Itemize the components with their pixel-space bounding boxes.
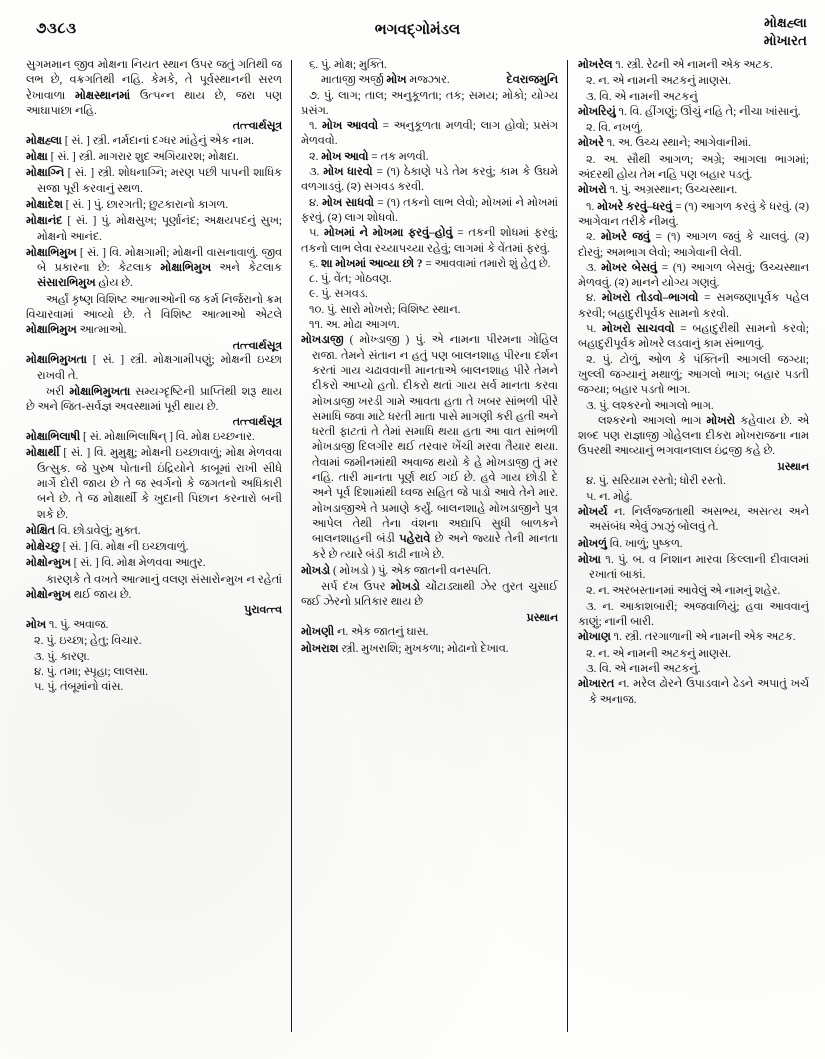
sense-line: ૧૦. પું. સારો મોખરો; વિશિષ્ટ સ્થાન.	[309, 303, 461, 316]
text-column-right	[568, 58, 809, 1047]
dictionary-entry: મોખડાજી ( મોખ્ડાજી ) પું. એ નામના પીરમના ગોહિલ રાજા. તેમને સંતાન ન હતું પણ બાલનશાહ પીરના દર્શન કરતાં ગાય ચઢાવવાની માનતાએ બાલનશાહ પીરે તેમને દીકરો આપ્યો હતો. દીકરો થતાં ગાય સર્વ માનતા કરવા મોખડાજી ખરડી ગામે આવતા હતા તે ખબર સાંભળી પીરે સમાધિ જવા માટે ધરતી માતા પાસે માગણી કરી હતી અને ધરતી ફાટતાં તે તેમાં સમાધિ થયા હતા આ વાત સાંભળી મોખડાજી દિલગીર થઈ તરવાર ખેંચી મરવા તૈયાર થયા. તેવામાં જમીનમાંથી અવાજ થયો કે હે મોખડાજી તું મર નહિ. તારી માનતા પૂર્ણ થઈ ગઈ છે. હવે ગાય છોડી દે અને પૂર્વ દિશામાંથી ધ્વજ સહિત જે પાડો આવે તેને માર. મોખડાજીએ તે પ્રમાણે કર્યું. બાલનશાહે મોખડાજીને પુત્ર આપેલ તેથી તેના વંશના અદ્યાપિ સુધી બાળકને બાલનશાહની બંડી પહેરાવે છે અને જ્યારે તેની માનતા કરે છે ત્યારે બંડી કાઢી નાખે છે.	[301, 334, 558, 561]
sense-line: ૪. મોખ સાધવો = (૧) તકનો લાભ લેવો; મોખમાં ને મોખમાં ફરવું. (૨) લાગ શોધવો.	[301, 196, 558, 224]
sense-line: ૨. અ. સૌથી આગળ; અગ્રે; આગલા ભાગમાં; અંદરથી હોય તેમ નહિ પણ બહાર પડતું.	[578, 153, 809, 182]
dictionary-entry: મોક્ષાભિમુખતા [ સં. ] સ્ત્રી. મોક્ષગામીપણું; મોક્ષની ઇચ્છા રાખવી તે.	[26, 354, 282, 382]
running-head	[28, 12, 807, 56]
dictionary-entry: મોક્ષાનંદ [ સં. ] પું. મોક્ષસુખ; પૂર્ણાનંદ; અક્ષયપદનું સુખ; મોક્ષનો આનંદ.	[26, 215, 282, 243]
quotation: કારણકે તે વખતે આત્માનું વલણ સંસારોન્મુખ ન રહેતાં મોક્ષોન્મુખ થઈ જાય છે.	[26, 573, 282, 602]
dictionary-entry: મોખડો ( મોખડો ) પું. એક જાતની વનસ્પતિ.	[301, 564, 491, 577]
quotation: અર્હાં કૃષ્ણ વિશિષ્ટ આત્માઓની જ કર્મ નિર્જરાનો ક્રમ વિચારવામાં આવ્યો છે. તે વિશિષ્ટ આત્માઓ એટલે મોક્ષાભિમુખ આત્માઓ.	[26, 293, 282, 337]
quotation: માતાજી અર્જી મોખ મજ્ઝાર. દેવરાજમુનિ	[321, 74, 558, 87]
sense-line: ૬. શા મોખમાં આવ્યા છો ? = આવવામાં તમારો શું હેતુ છે.	[309, 257, 551, 270]
sense-line: ૨. વિ. નખળું.	[586, 122, 643, 135]
text-column-left	[26, 58, 291, 1047]
quotation: સર્પ દંખ ઉપર મોખડો ચોંટાડ્યાથી ઝેર તુરત ચુસાઈ જઈ ઝેરનો પ્રતિકાર થાય છે	[301, 581, 558, 609]
sense-line: ૧. મોખરે કરવું–ધરવું = (૧) આગળ કરવું કે ધરવું. (૨) આગેવાન તરીકે નીમવું.	[578, 200, 809, 228]
sense-line: ૫. ન. મોઢું.	[586, 490, 633, 503]
dictionary-entry: મોખ ૧. પું. અવાજ.	[26, 619, 109, 631]
text-column-middle	[292, 58, 567, 1047]
sense-line: ૨. ન. એ નામની અટકનું માણસ.	[586, 75, 731, 88]
sense-line: ૩. મોખર બેસવું = (૧) આગળ બેસવું; ઉચ્ચસ્થાન મેળવવું. (૨) માનને યોગ્ય ગણવું.	[578, 261, 809, 290]
quotation: લશ્કરનો આગલો ભાગ મોખરો કહેવાય છે. એ શબ્દ પણ રાજ્ઞાજી ગોહેલના દીકરા મોખરાજના નામ ઉપરથી આવ્યાનું ભગવાનલાલ ઇંદ્રજી કહે છે.	[578, 414, 809, 458]
sense-line: ૨. પું. ઇચ્છા; હેતુ; વિચાર.	[34, 635, 142, 648]
sense-line: ૩. પું. કારણ.	[34, 650, 90, 663]
body-text: સુગમમાન જીવ મોક્ષના નિયત સ્થાન ઉપર જતું ગતિથી જ લભ છે, વક્રગતિથી નહિ. કેમકે, તે પૂર્વસ્થાનની સરળ રેખાવાળા મોક્ષસ્થાનમાં ઉત્પન્ન થાય છે, જરા પણ આઘાપાછા નહિ.	[26, 59, 282, 117]
guide-word-top: મોક્ષહ્લા	[764, 15, 807, 30]
dictionary-entry: મોક્ષિત વિ. છોડાવેલું; મુક્ત.	[26, 524, 141, 537]
sense-line: ૨. ન. એ નામની અટકનું માણસ.	[586, 647, 731, 660]
dictionary-entry: મોખણી ન. એક જાતનું ઘાસ.	[301, 626, 429, 639]
source-attribution: પુરાવત્ત્વ	[244, 604, 282, 617]
sense-line: ૨. મોખરે જવું = (૧) આગળ જવું કે ચાલવું. (૨) દોરવું; અમભાગ લેવો; આગેવાની લેવી.	[578, 231, 809, 259]
dictionary-entry: મોખર્ય ન. નિર્લજ્જતાથી અસભ્ય, અસત્ય અને અસંબંધ એવું ઝાઝું બોલવું તે.	[578, 505, 809, 534]
quotation: ખરી મોક્ષાભિમુખતા સમ્યગ્દૃષ્ટિની પ્રાપ્તિથી શરૂ થાય છે અને જિત-સર્વજ્ઞ અવસ્થામાં પૂરી થાય છે.	[26, 385, 282, 414]
sense-line: ૨. મોખ આવો = તક મળવી.	[309, 150, 429, 163]
sense-line: ૩. ન. આકાશબારી; અજવાળિયું; હવા આવવાનું કાણું; નાની બારી.	[578, 600, 809, 629]
dictionary-entry: મોખળું વિ. ખાળું; પુષ્કળ.	[578, 537, 683, 550]
sense-line: ૨. પું. ટોળું, ઓળ કે પંક્તિની આગલી જગ્યા; ખુલ્લી જગ્યાનું મથાળું; આગલો ભાગ; બહાર પડતી જગ્યા; બહાર પડતો ભાગ.	[578, 353, 809, 397]
dictionary-entry: મોક્ષોન્મુખ [ સં. ] વિ. મોક્ષ મેળવવા આતુર.	[26, 557, 206, 570]
source-attribution: તત્ત્વાર્થસૂત્ર	[232, 416, 282, 429]
dictionary-entry: મોક્ષાદેશ [ સં. ] પું. છારગતી; છુટકારાનો કાગળ.	[26, 199, 229, 211]
sense-line: ૪. મોખરો તોડવો–ભાગવો = સમજણાપૂર્વક પહેલ કરવી; બહાદુરીપૂર્વક સામનો કરવો.	[578, 292, 809, 320]
sense-line: ૩. મોખ ધારવો = (૧) ઠેકાણે પડે તેમ કરવું; કામ કે ઉઘમે વળગાડવું. (૨) સગવડ કરવી.	[301, 166, 558, 194]
dictionary-entry: મોખરો ૧. પું. અગ્રસ્થાન; ઉચ્ચસ્થાન.	[578, 184, 738, 197]
page-number: ૭૩૮૩	[36, 21, 77, 37]
source-attribution: તત્ત્વાર્થસૂત્ર	[232, 339, 282, 352]
guide-word-bottom: મોખારત	[763, 32, 807, 48]
dictionary-entry: મોક્ષાભિલાષી [ સં. મોક્ષાભિલાષિન્ ] વિ. મોક્ષ ઇચ્છનાર.	[26, 431, 255, 444]
sense-line: ૩. પું. લશ્કરનો આગલો ભાગ.	[586, 399, 714, 412]
sense-line: ૪. પું. તમા; સ્પૃહા; લાલસા.	[34, 665, 149, 678]
book-title: ભગવદ્ગોમંડલ	[374, 22, 461, 38]
dictionary-entry: મોક્ષાગ્નિ [ સં. ] સ્ત્રી. શોધનાગ્નિ; મરણ પછી પાપની શાધિક સજા પૂરી કરવાનું સ્થળ.	[26, 167, 282, 195]
sense-line: ૮. પું. વેંત; ગોઠવણ.	[309, 273, 392, 286]
dictionary-entry: મોખાણ ૧. સ્ત્રી. તરગાળાની એ નામની એક અટક.	[578, 631, 796, 644]
sense-line: ૪. પું. સરિયામ રસ્તો; ધોરી રસ્તો.	[586, 475, 726, 488]
sense-line: ૧. મોખ આવવો = અનુકૂળતા મળવી; લાગ હોવો; પ્રસંગ મેળવવો.	[301, 120, 558, 148]
source-attribution: પ્રસ્થાન	[777, 460, 809, 473]
sense-line: ૩. વિ. એ નામની અટકનું.	[586, 662, 701, 675]
guide-words	[764, 14, 807, 50]
dictionary-entry: મોખા ૧. પું. બ. વ નિશાન મારવા કિલ્લાની દીવાલમાં રખાતાં બાકાં.	[578, 553, 809, 582]
sense-line: ૫. મોખરો સાચવવો = બહાદુરીથી સામનો કરવો; બહાદુરીપૂર્વક મોખરે લડવાનું કામ સંભાળવું.	[578, 323, 809, 351]
dictionary-entry: મોખરાશ સ્ત્રી. મુખરાશિ; મુખકળા; મોઢાનો દેખાવ.	[301, 642, 509, 655]
dictionary-entry: મોક્ષાર્થી [ સં. ] વિ. મુમુક્ષુ; મોક્ષની ઇચ્છાવાળું; મોક્ષ મેળવવા ઉત્સુક. જે પુરુષ પોતાની ઇંદ્રિયોને કાબૂમાં રાખી સીધે માર્ગે દોરી જાય છે તે જ સ્વર્ગનો કે જગતનો અધિકારી બને છે. તે જ મોક્ષાર્થી કે ખુદાની પિછાન કરનારો બની શકે છે.	[26, 447, 282, 521]
dictionary-entry: મોક્ષા [ સં. ] સ્ત્રી. માગરાર શુદ અગિયારશ; મોક્ષદા.	[26, 151, 239, 164]
sense-line: ૫. મોખમાં ને મોખમા ફરવું–હોવું = તકની શોધમાં ફરવું; તકનો લાભ લેવા રચ્યાપચ્યા રહેવું; લાગમાં કે વેંતમાં ફરવું.	[301, 227, 559, 255]
dictionary-entry: મોખરિયું ૧. વિ. હીંગણું; ઊંચું નહિ તે; નીચા ખાંસાનું.	[578, 105, 801, 118]
dictionary-entry: મોક્ષહ્લા [ સં. ] સ્ત્રી. નર્મદાનાં દગ્ધર માંહેનું એક નામ.	[26, 134, 255, 147]
sense-line: ૭. પું. લાગ; તાલ; અનુકૂળતા; તક; સમય; મોકો; યોગ્ય પ્રસંગ.	[301, 89, 558, 117]
sense-line: ૫. પું. તંબૂમાંનો વાંસ.	[34, 681, 124, 694]
sense-line: ૧૧. અ. મોઢા આગળ.	[309, 319, 400, 332]
sense-line: ૯. પું. સગવડ.	[309, 288, 368, 301]
sense-line: ૬. પું. મોક્ષ; મુક્તિ.	[309, 59, 387, 71]
dictionary-entry: મોખરે ૧. અ. ઉચ્ચ સ્થાને; આગેવાનીમાં.	[578, 137, 752, 150]
sense-line: ૨. ન. અરબસ્તાનમાં આવેલું એ નામનું શહેર.	[586, 585, 781, 598]
sense-line: ૩. વિ. એ નામની અટકનું	[586, 90, 698, 103]
dictionary-entry: મોક્ષેચ્છુ [ સં. ] વિ. મોક્ષ ની ઇચ્છાવાળું.	[26, 541, 189, 554]
column-container	[26, 58, 809, 1047]
dictionary-entry: મોખારત ન. મરેલ ઢોરને ઉપાડવાને ઢેડને અપાતું ખર્ચ કે અનાજ.	[578, 678, 809, 706]
source-attribution: પ્રસ્થાન	[526, 611, 558, 624]
dictionary-entry: મોખરેલ ૧. સ્ત્રી. રેઢની એ નામની એક અટક.	[578, 59, 773, 71]
dictionary-entry: મોક્ષાભિમુખ [ સં. ] વિ. મોક્ષગામી; મોક્ષની વાસનાવાળું. જીવ બે પ્રકારના છે: કેટલાક મોક્ષાભિમુખ અને કેટલાક સંસારાભિમુખ હોય છે.	[26, 246, 282, 290]
source-attribution: તત્ત્વાર્થસૂત્ર	[232, 120, 282, 133]
